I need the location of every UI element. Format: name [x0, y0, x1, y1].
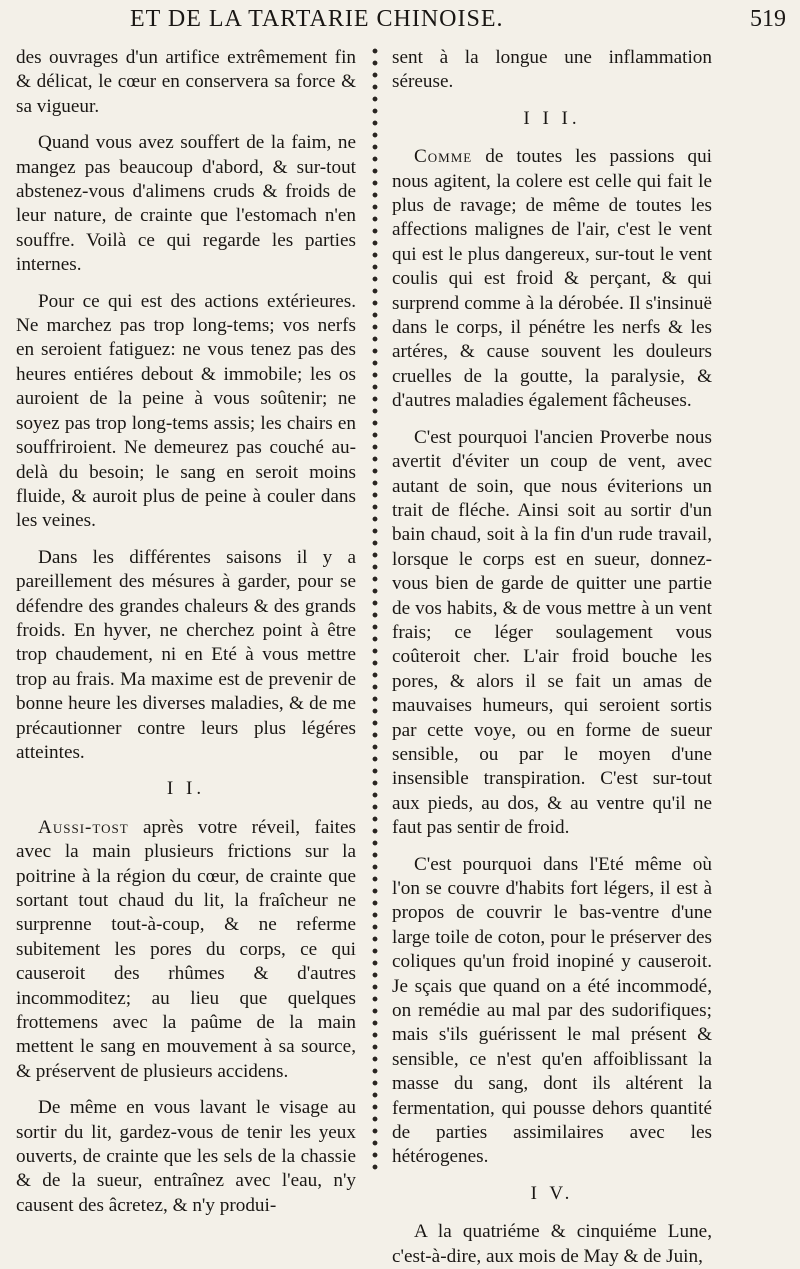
page-number: 519 [750, 6, 786, 32]
paragraph: A la quatriéme & cinquiéme Lune, c'est-à-dire, aux mois de May & de Juin, [392, 1221, 712, 1267]
paragraph [16, 816, 356, 1084]
right-column [392, 46, 712, 1269]
paragraph-lead-word: Comme [414, 146, 473, 168]
paragraph: C'est pourquoi dans l'Eté même où l'on se couvre d'habits fort légers, il est à propos de couvrir le bas-ventre d'une large toile de coton, pour le préserver des coliques qu'un froid inopiné y causeroit. Je sçais que quand on a été incommodé, on remédie au mal par des sudorifiques; mais s'ils guérissent le mal présent & sensible, ce n'est qu'en affoiblissant la masse du sang, dont ils altérent la fermentation, qui pousse dehors quantité de parties assimilaires avec les hétérogenes. [392, 853, 712, 1168]
paragraph: des ouvrages d'un artifice extrêmement fin & délicat, le cœur en conservera sa force & sa vigueur. [16, 47, 356, 117]
paragraph: C'est pourquoi l'ancien Proverbe nous avertit d'éviter un coup de vent, avec autant de soin, que nous éviterions un trait de fléche. Ainsi soit au sortir d'un bain chaud, soit à la fin d'un rude travail, lorsque le corps est en sueur, donnez-vous bien de garde de quitter une partie de vos habits, & de vous mettre à un vent frais; ce léger soulagement vous coûteroit cher. L'air froid bouche les pores, & alors il se fait un amas de mauvaises humeurs, qui seroient sortis par cette voye, ou en forme de sueur sensible, ou par le moyen d'une insensible transpiration. C'est sur-tout aux pieds, au dos, & au ventre qu'il ne faut pas sentir de froid. [392, 426, 712, 839]
paragraph-lead-word: Aussi-tost [38, 816, 129, 838]
paragraph: sent à la longue une inflammation séreuse. [392, 47, 712, 93]
section-heading: I V. [530, 1182, 574, 1204]
paragraph: Quand vous avez souffert de la faim, ne mangez pas beaucoup d'abord, & sur-tout abstenez-vous d'alimens cruds & froids de leur nature, de crainte que l'estomach n'en souffre. Voilà ce qui regarde les parties internes. [16, 132, 356, 276]
page-header [0, 4, 800, 44]
section-heading: I I I. [523, 107, 581, 129]
paragraph [392, 145, 712, 413]
paragraph: Pour ce qui est des actions extérieures. Ne marchez pas trop long-tems; vos nerfs en seroient fatiguez: ne vous tenez pas des heures entiéres debout & immobile; les os auroient de la peine à vous soûtenir; ne soyez pas trop long-tems assis; les chairs en souffriroient. Ne demeurez pas couché au-delà du besoin; le sang en seroit moins fluide, & auroit plus de peine à couler dans les veines. [16, 290, 356, 532]
paragraph-text: après votre réveil, faites avec la main plusieurs frictions sur la poitrine à la région du cœur, de crainte que sortant tout chaud du lit, la fraîcheur ne surprenne tout-à-coup, & ne referme subitement les pores du corps, ce qui causeroit des rhûmes & d'autres incommoditez; au lieu que quelques frottemens avec la paûme de la main mettent le sang en mouvement à sa source, & préservent de plusieurs accidens. [16, 816, 356, 1082]
section-heading: I I. [166, 778, 206, 800]
column-divider-ornament [368, 46, 382, 1176]
paragraph-text: de toutes les passions qui nous agitent, la colere est celle qui fait le plus de ravage; de même de toutes les affections malignes de l'air, c'est le vent qui est le plus dangereux, sur-tout le vent coulis qui est froid & perçant, & qui surprend comme à la dérobée. Il s'insinuë dans le corps, il pénétre les nerfs & les artéres, & cause souvent les douleurs cruelles de la goutte, la paralysie, & d'autres maladies également fâcheuses. [392, 146, 712, 412]
running-title: ET DE LA TARTARIE CHINOISE. [130, 6, 504, 32]
paragraph: Dans les différentes saisons il y a pareillement des mésures à garder, pour se défendre des grandes chaleurs & des grands froids. En hyver, ne cherchez point à être trop chaudement, ni en Eté à vous mettre trop au frais. Ma maxime est de prevenir de bonne heure les diverses maladies, & de me précautionner contre leurs plus légéres atteintes. [16, 546, 356, 763]
left-column [16, 46, 356, 1218]
paragraph: De même en vous lavant le visage au sortir du lit, gardez-vous de tenir les yeux ouverts, de crainte que les sels de la chassie & de la sueur, entraînez avec l'eau, n'y causent des âcretez, & n'y produi- [16, 1097, 356, 1216]
